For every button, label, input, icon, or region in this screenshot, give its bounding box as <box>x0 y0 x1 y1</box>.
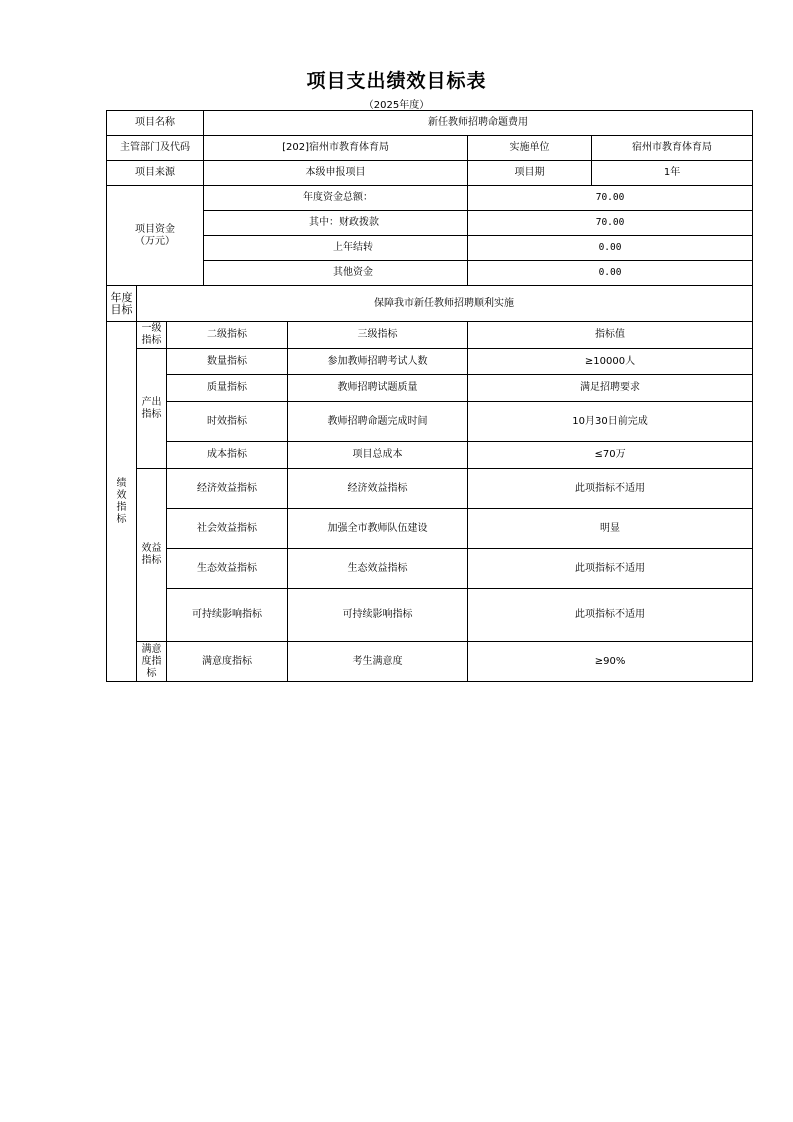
row-output-cost <box>107 442 753 469</box>
indicator-value: 明显 <box>468 509 753 549</box>
indicator-level3: 教师招聘试题质量 <box>288 375 468 402</box>
row-output-quantity <box>107 349 753 375</box>
header-level2: 二级指标 <box>167 322 288 349</box>
header-level1-line1: 一级 <box>141 323 162 334</box>
indicator-value: 10月30日前完成 <box>468 402 753 442</box>
indicator-value: ≥10000人 <box>468 349 753 375</box>
performance-label-char-1: 绩 <box>116 477 127 489</box>
indicator-level2: 成本指标 <box>167 442 288 469</box>
indicator-level3: 经济效益指标 <box>288 469 468 509</box>
performance-goal-table <box>106 110 753 682</box>
funds-total-value: 70.00 <box>468 186 753 211</box>
satisfaction-label-line1: 满意 <box>141 643 162 655</box>
indicator-level3: 参加教师招聘考试人数 <box>288 349 468 375</box>
row-output-timeliness <box>107 402 753 442</box>
row-department <box>107 136 753 161</box>
funds-carryover-value: 0.00 <box>468 236 753 261</box>
benefit-label <box>137 469 167 642</box>
row-source <box>107 161 753 186</box>
performance-label-char-2: 效 <box>116 489 127 501</box>
page-title: 项目支出绩效目标表 <box>306 70 487 92</box>
indicator-level3: 加强全市教师队伍建设 <box>288 509 468 549</box>
indicator-level3: 项目总成本 <box>288 442 468 469</box>
satisfaction-label-line2: 度指 <box>141 655 162 667</box>
indicator-value: 此项指标不适用 <box>468 549 753 589</box>
row-performance-header <box>107 322 753 349</box>
output-label <box>137 349 167 469</box>
indicator-value: ≤70万 <box>468 442 753 469</box>
funds-fiscal-value: 70.00 <box>468 211 753 236</box>
header-level3: 三级指标 <box>288 322 468 349</box>
header-value: 指标值 <box>468 322 753 349</box>
header-level1 <box>137 322 167 349</box>
indicator-level2: 生态效益指标 <box>167 549 288 589</box>
source-value: 本级申报项目 <box>204 161 468 186</box>
annual-goal-label-line2: 目标 <box>110 302 133 316</box>
performance-label <box>107 322 137 682</box>
indicator-level3: 可持续影响指标 <box>288 589 468 642</box>
indicator-level2: 时效指标 <box>167 402 288 442</box>
funds-fiscal-label: 其中：财政拨款 <box>204 211 468 236</box>
row-satisfaction <box>107 642 753 682</box>
project-name-value: 新任教师招聘命题费用 <box>204 111 753 136</box>
satisfaction-label-line3: 标 <box>146 667 157 679</box>
impl-unit-label: 实施单位 <box>468 136 592 161</box>
source-label: 项目来源 <box>107 161 204 186</box>
dept-label: 主管部门及代码 <box>107 136 204 161</box>
indicator-level2: 经济效益指标 <box>167 469 288 509</box>
row-funds-other <box>107 261 753 286</box>
funds-label <box>107 186 204 286</box>
period-value: 1年 <box>592 161 753 186</box>
row-output-quality <box>107 375 753 402</box>
benefit-label-line2: 指标 <box>141 555 162 566</box>
indicator-level2: 可持续影响指标 <box>167 589 288 642</box>
row-benefit-ecological <box>107 549 753 589</box>
funds-label-line1: 项目资金 <box>135 223 176 235</box>
row-benefit-sustainable <box>107 589 753 642</box>
indicator-value: 此项指标不适用 <box>468 589 753 642</box>
period-label: 项目期 <box>468 161 592 186</box>
row-funds-total <box>107 186 753 211</box>
row-benefit-economic <box>107 469 753 509</box>
row-project-name <box>107 111 753 136</box>
indicator-level2: 质量指标 <box>167 375 288 402</box>
performance-label-char-4: 标 <box>116 513 127 525</box>
performance-label-char-3: 指 <box>116 501 127 513</box>
indicator-value: ≥90% <box>468 642 753 682</box>
row-annual-goal <box>107 286 753 322</box>
funds-other-value: 0.00 <box>468 261 753 286</box>
row-benefit-social <box>107 509 753 549</box>
indicator-level2: 数量指标 <box>167 349 288 375</box>
funds-label-line2: （万元） <box>135 235 176 247</box>
impl-unit-value: 宿州市教育体育局 <box>592 136 753 161</box>
header-level1-line2: 指标 <box>141 335 162 346</box>
annual-goal-value: 保障我市新任教师招聘顺利实施 <box>137 286 753 322</box>
benefit-label-line1: 效益 <box>141 543 162 554</box>
project-name-label: 项目名称 <box>107 111 204 136</box>
indicator-level3: 教师招聘命题完成时间 <box>288 402 468 442</box>
funds-carryover-label: 上年结转 <box>204 236 468 261</box>
annual-goal-label-line1: 年度 <box>110 290 133 304</box>
indicator-value: 满足招聘要求 <box>468 375 753 402</box>
indicator-value: 此项指标不适用 <box>468 469 753 509</box>
output-label-line2: 指标 <box>141 408 162 420</box>
satisfaction-label <box>137 642 167 682</box>
year-subtitle: （2025年度） <box>363 100 430 111</box>
annual-goal-label <box>107 286 137 322</box>
funds-total-label: 年度资金总额： <box>204 186 468 211</box>
indicator-level2: 满意度指标 <box>167 642 288 682</box>
indicator-level2: 社会效益指标 <box>167 509 288 549</box>
output-label-line1: 产出 <box>141 396 162 408</box>
row-funds-fiscal <box>107 211 753 236</box>
indicator-level3: 生态效益指标 <box>288 549 468 589</box>
row-funds-carryover <box>107 236 753 261</box>
funds-other-label: 其他资金 <box>204 261 468 286</box>
indicator-level3: 考生满意度 <box>288 642 468 682</box>
dept-value: [202]宿州市教育体育局 <box>204 136 468 161</box>
